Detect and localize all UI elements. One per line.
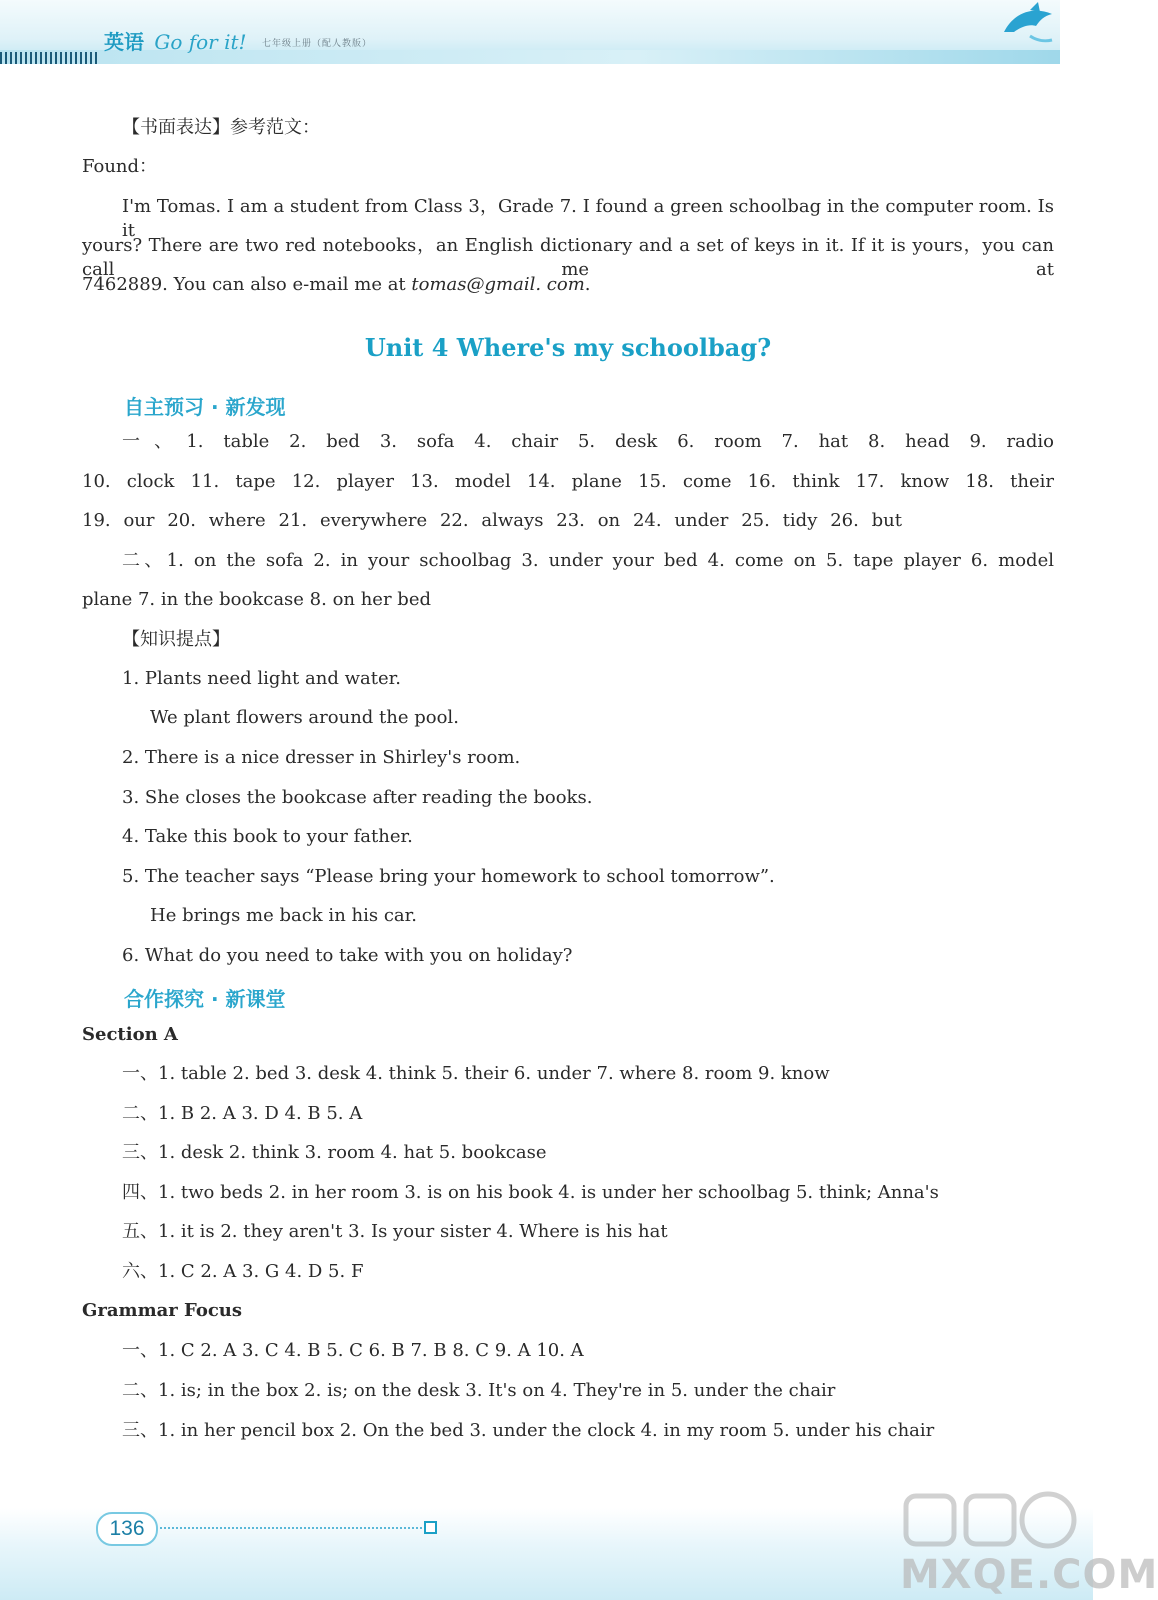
brand-english: Go for it! [154,30,247,54]
header-barcode-decoration [0,52,100,64]
preview-line-2: 10. clock 11. tape 12. player 13. model 14. plane 15. come 16. think 17. know 18. their [82,471,1054,492]
section-a-line-6: 六、1. C 2. A 3. G 4. D 5. F [122,1261,364,1282]
brand-chinese: 英语 [104,30,144,54]
knowledge-heading: 【知识提点】 [122,629,230,650]
knowledge-item-5b: He brings me back in his car. [150,905,417,926]
knowledge-item-2: 2. There is a nice dresser in Shirley's room. [122,747,521,768]
section-a-line-3: 三、1. desk 2. think 3. room 4. hat 5. bookcase [122,1142,547,1163]
grammar-line-3: 三、1. in her pencil box 2. On the bed 3. under the clock 4. in my room 5. under his chair [122,1420,935,1441]
section-a-heading: Section A [82,1024,178,1045]
section-a-line-4: 四、1. two beds 2. in her room 3. is on his book 4. is under her schoolbag 5. think; Anna's [122,1182,939,1203]
grammar-focus-heading: Grammar Focus [82,1300,243,1321]
section-a-line-1: 一、1. table 2. bed 3. desk 4. think 5. their 6. under 7. where 8. room 9. know [122,1063,830,1084]
writing-paragraph-line-2: yours? There are two red notebooks，an English dictionary and a set of keys in it. If it is yours，you can call me at [82,235,1054,280]
preview-line-5: plane 7. in the bookcase 8. on her bed [82,589,431,610]
knowledge-item-6: 6. What do you need to take with you on holiday? [122,945,573,966]
knowledge-item-4: 4. Take this book to your father. [122,826,413,847]
unit-title: Unit 4 Where's my schoolbag? [364,333,772,362]
watermark-text: MXQE.COM [900,1552,1158,1598]
preview-line-3: 19. our 20. where 21. everywhere 22. always 23. on 24. under 25. tidy 26. but [82,510,902,531]
grammar-line-1: 一、1. C 2. A 3. C 4. B 5. C 6. B 7. B 8. C 9. A 10. A [122,1340,584,1361]
writing-heading: 【书面表达】参考范文： [122,117,320,138]
footer-dotted-line [160,1527,422,1529]
page-header [0,0,1060,64]
grammar-line-2: 二、1. is; in the box 2. is; on the desk 3. It's on 4. They're in 5. under the chair [122,1380,836,1401]
section-a-line-5: 五、1. it is 2. they aren't 3. Is your sister 4. Where is his hat [122,1221,668,1242]
email-address: tomas@gmail. com [411,274,585,295]
dolphin-logo-icon [1000,2,1056,48]
knowledge-item-1: 1. Plants need light and water. [122,668,401,689]
writing-paragraph-line-1: I'm Tomas. I am a student from Class 3，Grade 7. I found a green schoolbag in the computer room. Is it [122,196,1054,241]
classroom-section-heading: 合作探究 · 新课堂 [124,987,286,1011]
preview-line-4: 二、1. on the sofa 2. in your schoolbag 3. under your bed 4. come on 5. tape player 6. model [122,550,1054,571]
book-brand [104,26,247,55]
writing-paragraph-line-3 [82,273,591,297]
writing-found-label: Found： [82,156,158,177]
preview-line-1: 一、1. table 2. bed 3. sofa 4. chair 5. desk 6. room 7. hat 8. head 9. radio [122,431,1054,452]
section-a-line-2: 二、1. B 2. A 3. D 4. B 5. A [122,1103,363,1124]
book-subtitle: 七年级上册（配人教版） [262,39,373,49]
knowledge-item-3: 3. She closes the bookcase after reading the books. [122,787,593,808]
writing-text: 7462889. You can also e-mail me at [82,274,412,295]
footer-square-marker [424,1521,437,1534]
preview-section-heading: 自主预习 · 新发现 [124,395,286,419]
knowledge-item-5: 5. The teacher says “Please bring your homework to school tomorrow”. [122,866,775,887]
page-number: 136 [96,1512,158,1546]
writing-period: . [584,274,591,295]
knowledge-item-1b: We plant flowers around the pool. [150,707,459,728]
